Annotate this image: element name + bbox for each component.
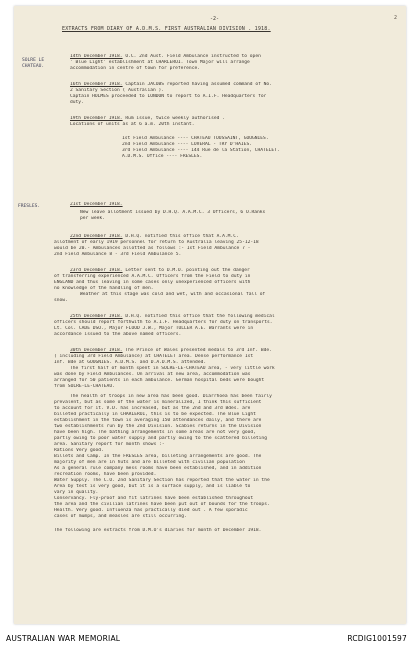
diary-line: officers should report forthwith to A.I.F. Headquarters for duty on transports. — [54, 320, 273, 325]
margin-note-solre: SOLRE LE — [22, 58, 45, 63]
margin-note-chateau: CHATEAU. — [22, 64, 45, 69]
diary-line: of transferring experienced A.A.M.C. Officers from the Field to duty in — [54, 274, 251, 279]
diary-line: The health of troops in new area has been good. Diarrhoea has been fairly — [70, 394, 272, 399]
page-title: EXTRACTS FROM DIARY OF A.D.M.S. FIRST AUSTRALIAN DIVISION . 1918. — [62, 26, 271, 32]
diary-line: 23rd December 1918. Letter sent to D.M.O. pointing out the danger — [70, 268, 250, 273]
diary-line: Weather at this stage was cold and wet, with and occasional fall of — [80, 292, 266, 297]
diary-line: New leave allotment issued by D.H.Q. A.A.M.C. 3 Officers, 6 O.Ranks — [80, 210, 266, 215]
diary-line: Captain HOLMES proceeded to LONDON to report to A.I.F. Headquarters for — [70, 94, 267, 99]
diary-date-heading: 30th December 1918. — [70, 348, 123, 353]
diary-line: partly owing to poor water supply and partly owing to the scattered billeting — [54, 436, 267, 441]
diary-line: Health. Very good. Influenza has practically died out . A few sporadic — [54, 508, 248, 513]
diary-line: 14th December 1918. O.C. 2nd Aust. Field Ambulance instructed to open — [70, 54, 261, 59]
diary-line: ( including 3rd Field Ambulance) at CHATELET area. Dense performance 1st — [54, 354, 254, 359]
diary-line: the area and the civilian latrines have been put out of bounds for the troops. — [54, 502, 270, 507]
margin-note-fresles: FRESLES. — [18, 204, 41, 209]
footer-record-id: RCDIG1001597 — [347, 634, 407, 643]
diary-line: Lt. Col. CADE DSO., Major FLOOD J.W., Major TULLER A.E. Warrants were in — [54, 326, 254, 331]
diary-line: arranged for 50 patients in each ambulance. German hospital beds were bought — [54, 378, 265, 383]
diary-line: The first half of month spent in SOLRE-LE-CHATEAU area, - very little work — [70, 366, 275, 371]
diary-date-heading: 22nd December 1918. — [70, 234, 123, 239]
diary-line: 2nd Field Ambulance ---- LOVERAL - TRY D'HAIES. — [122, 142, 252, 147]
diary-line — [70, 202, 123, 208]
diary-line: 1st Field Ambulance ---- CHATEAU TOUSSAINT, GOUGNIES. — [122, 136, 269, 141]
document-page — [14, 6, 406, 624]
diary-line: A.D.M.S. Office ---- FRESLES. — [122, 154, 203, 159]
diary-line: area. Sanitary report for month shows :- — [54, 442, 165, 447]
diary-line: 30th December 1918. The Prince of Wales presented medals to 3rd Inf. Bde. — [70, 348, 272, 353]
diary-line: cases of mumps, and measles are still occurring. — [54, 514, 187, 519]
diary-line: 22nd December 1918. D.H.Q. notified this office that A.A.M.C. — [70, 234, 239, 239]
diary-line: snow. — [54, 298, 68, 303]
diary-date-heading: 14th December 1918. — [70, 54, 123, 59]
diary-line: Billets and Camp. In the FRESLES area, billeting arrangements are good. The — [54, 454, 262, 459]
diary-line: Locations of units as at 6 a.m. 20th instant. — [70, 122, 195, 127]
diary-line: Area by test is very good, but it is a surface supply, and is liable to — [54, 484, 251, 489]
diary-line: no knowledge of the handling of men. — [54, 286, 154, 291]
diary-line: vary in quality. — [54, 490, 99, 495]
footer-archive-name: AUSTRALIAN WAR MEMORIAL — [6, 634, 121, 643]
diary-line: ENGLAND and thus leaving in some cases only unexperienced officers with — [54, 280, 251, 285]
diary-line: duty. — [70, 100, 84, 105]
diary-line: 19th December 1918. Rum issue, twice weekly authorised . — [70, 116, 225, 121]
diary-line: two establishments run by the 2nd Division. Scabies returns in the Division — [54, 424, 262, 429]
diary-line: 3rd Field Ambulance ---- 144 Rue de la Station, CHATELET. — [122, 148, 280, 153]
diary-line: ' Blue Light' establishment at CHARLEROI. Town Major will arrange — [70, 60, 250, 65]
diary-line: Rations Very good. — [54, 448, 104, 453]
diary-line: Inf. Bde at GOUGNIES. A.D.M.S. and D.A.D.M.S. attended. — [54, 360, 207, 365]
page-number: -2- — [210, 16, 220, 22]
diary-line: The following are extracts from D.M.O's diaries for month of December 1918. — [54, 528, 262, 533]
diary-line: have been high. The bathing arrangements in some areas are not very good, — [54, 430, 256, 435]
diary-line: 2 Sanitary Section ( Australian ). — [70, 88, 165, 93]
diary-line: accommodation in centre of town for preference. — [70, 66, 200, 71]
diary-date-heading: 21st December 1918. — [70, 202, 123, 207]
diary-line: 25th December 1918. D.H.Q. notified this office that the following medical — [70, 314, 275, 319]
diary-date-heading: 19th December 1918. — [70, 116, 123, 121]
page-stamp: 2 — [393, 15, 397, 21]
diary-line: establishment in the town is averaging 150 attendances daily, and there are — [54, 418, 262, 423]
diary-date-heading: 16th December 1918. — [70, 82, 123, 87]
diary-line: 16th December 1918. Captain JACOBS reported having assumed command of No. — [70, 82, 272, 87]
diary-line: accordance issued to the above named officers. — [54, 332, 182, 337]
diary-date-heading: 23rd December 1918. — [70, 268, 123, 273]
diary-line: prevalent, but as some of the water is mineralized, I think this sufficient — [54, 400, 262, 405]
diary-line: As a general rule company mess rooms have been established, and in addition — [54, 466, 262, 471]
diary-line: billeted practically in CHARLEROI, this is to be expected. The Blue Light — [54, 412, 256, 417]
diary-line: per week. — [80, 216, 105, 221]
diary-line: allotment of early 1919 personnel for return to Australia leaving 25-12-18 — [54, 240, 259, 245]
diary-line: 2nd Field Ambulance 8 - 3rd Field Ambulance 5. — [54, 252, 182, 257]
diary-line: would be 20.- Ambulances allotted as follows :- 1st Field Ambulance 7 - — [54, 246, 251, 251]
diary-line: Conservancy. Fly-proof and fit latrines have been established throughout — [54, 496, 254, 501]
diary-line: from SOLRE-LE-CHATEAU. — [54, 384, 115, 389]
diary-line: was done by Field Ambulances. On arrival at new area, accommodation was — [54, 372, 251, 377]
diary-date-heading: 25th December 1918. — [70, 314, 123, 319]
diary-line: Water Supply. The C.O. 2nd Sanitary Section has reported that the water in the — [54, 478, 270, 483]
diary-line: to account for it. V.D. has increased, but as the 2nd and 3rd Bdes. are — [54, 406, 251, 411]
diary-line: recreation rooms, have been provided. — [54, 472, 157, 477]
diary-line: majority of men are in huts and are billeted with civilian population — [54, 460, 245, 465]
